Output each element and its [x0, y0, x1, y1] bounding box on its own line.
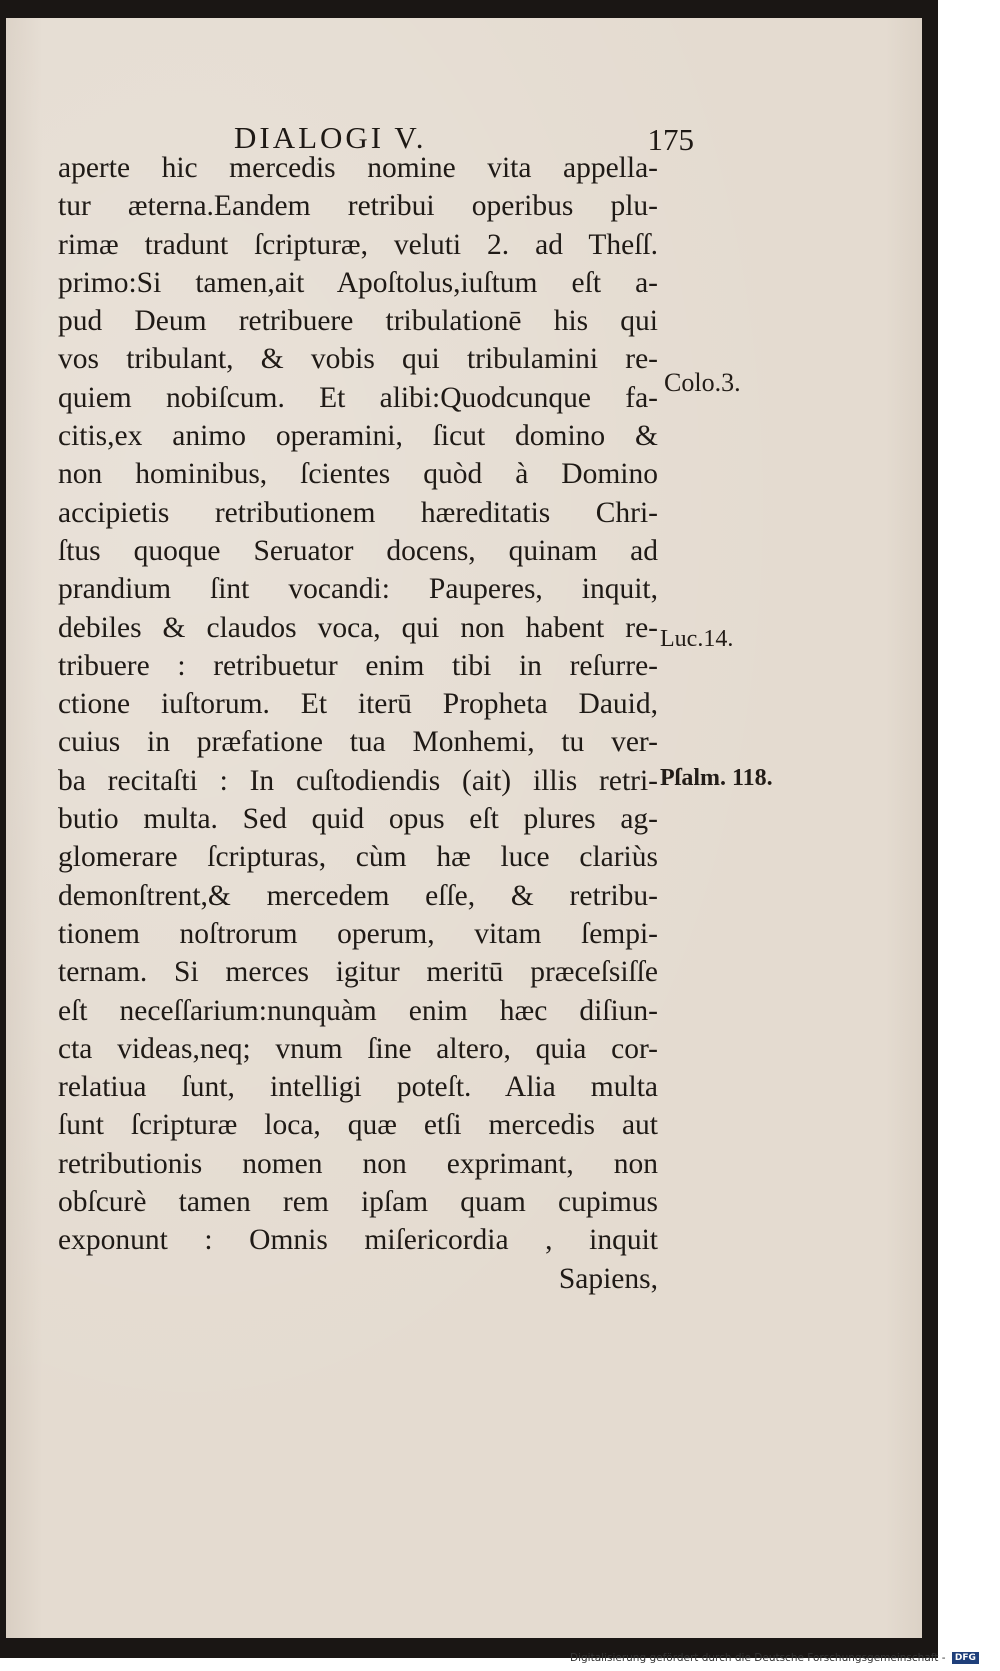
text-line: cuius in præfatione tua Monhemi, tu ver- [58, 726, 658, 759]
text-line: ctione iuſtorum. Et iterū Propheta Dauid, [58, 688, 658, 721]
body-text [58, 149, 658, 1298]
margin-note-psalm: Pſalm. 118. [660, 765, 773, 791]
credit-text: Digitalisierung gefördert durch die Deutsche Forschungsgemeinschaft - [570, 1652, 946, 1664]
text-line: relatiua ſunt, intelligi poteſt. Alia multa [58, 1071, 658, 1104]
catchword: Sapiens, [558, 1262, 658, 1295]
text-line: citis,ex animo operamini, ſicut domino & [58, 420, 658, 453]
text-line: obſcurè tamen rem ipſam quam cupimus [58, 1186, 658, 1219]
text-line: aperte hic mercedis nomine vita appella- [58, 152, 658, 184]
text-line: primo:Si tamen,ait Apoſtolus,iuſtum eſt a- [58, 266, 658, 299]
text-line: debiles & claudos voca, qui non habent re- [58, 611, 658, 644]
text-line: demonſtrent,& mercedem eſſe, & retribu- [58, 879, 658, 912]
text-line: butio multa. Sed quid opus eſt plures ag- [58, 803, 658, 836]
text-line: retributionis nomen non exprimant, non [58, 1147, 658, 1180]
text-line: accipietis retributionem hæreditatis Chri- [58, 496, 658, 529]
text-line: cta videas,neq; vnum ſine altero, quia cor- [58, 1032, 658, 1065]
text-line: exponunt : Omnis miſericordia , inquit [58, 1224, 658, 1257]
running-head: DIALOGI V. [234, 120, 427, 155]
text-line: ternam. Si merces igitur meritū præceſsiſſe [58, 956, 658, 989]
text-line: pud Deum retribuere tribulationē his qui [58, 305, 658, 338]
text-line: glomerare ſcripturas, cùm hæ luce clariùs [58, 841, 658, 874]
text-line: non hominibus, ſcientes quòd à Domino [58, 458, 658, 491]
text-line: eſt neceſſarium:nunquàm enim hæc diſiun- [58, 994, 658, 1027]
text-line: quiem nobiſcum. Et alibi:Quodcunque fa- [58, 381, 658, 414]
digitization-credit [570, 1652, 979, 1664]
text-line: ſunt ſcripturæ loca, quæ etſi mercedis aut [58, 1109, 658, 1142]
text-line: prandium ſint vocandi: Pauperes, inquit, [58, 573, 658, 606]
text-line: tribuere : retribuetur enim tibi in reſurre- [58, 649, 658, 682]
dfg-logo: DFG [952, 1652, 979, 1664]
margin-note-luke: Luc.14. [660, 626, 734, 652]
text-line: tionem noſtrorum operum, vitam ſempi- [58, 917, 658, 950]
text-line: tur æterna.Eandem retribui operibus plu- [58, 190, 658, 223]
text-line: vos tribulant, & vobis qui tribulamini re- [58, 343, 658, 376]
book-page [6, 18, 922, 1638]
page-number: 175 [647, 122, 694, 157]
text-line: ba recitaſti : In cuſtodiendis (ait) illis retri- [58, 764, 658, 797]
margin-note-colossians: Colo.3. [664, 368, 741, 397]
text-line: ſtus quoque Seruator docens, quinam ad [58, 534, 658, 567]
text-line: rimæ tradunt ſcripturæ, veluti 2. ad Theſſ. [58, 228, 658, 261]
